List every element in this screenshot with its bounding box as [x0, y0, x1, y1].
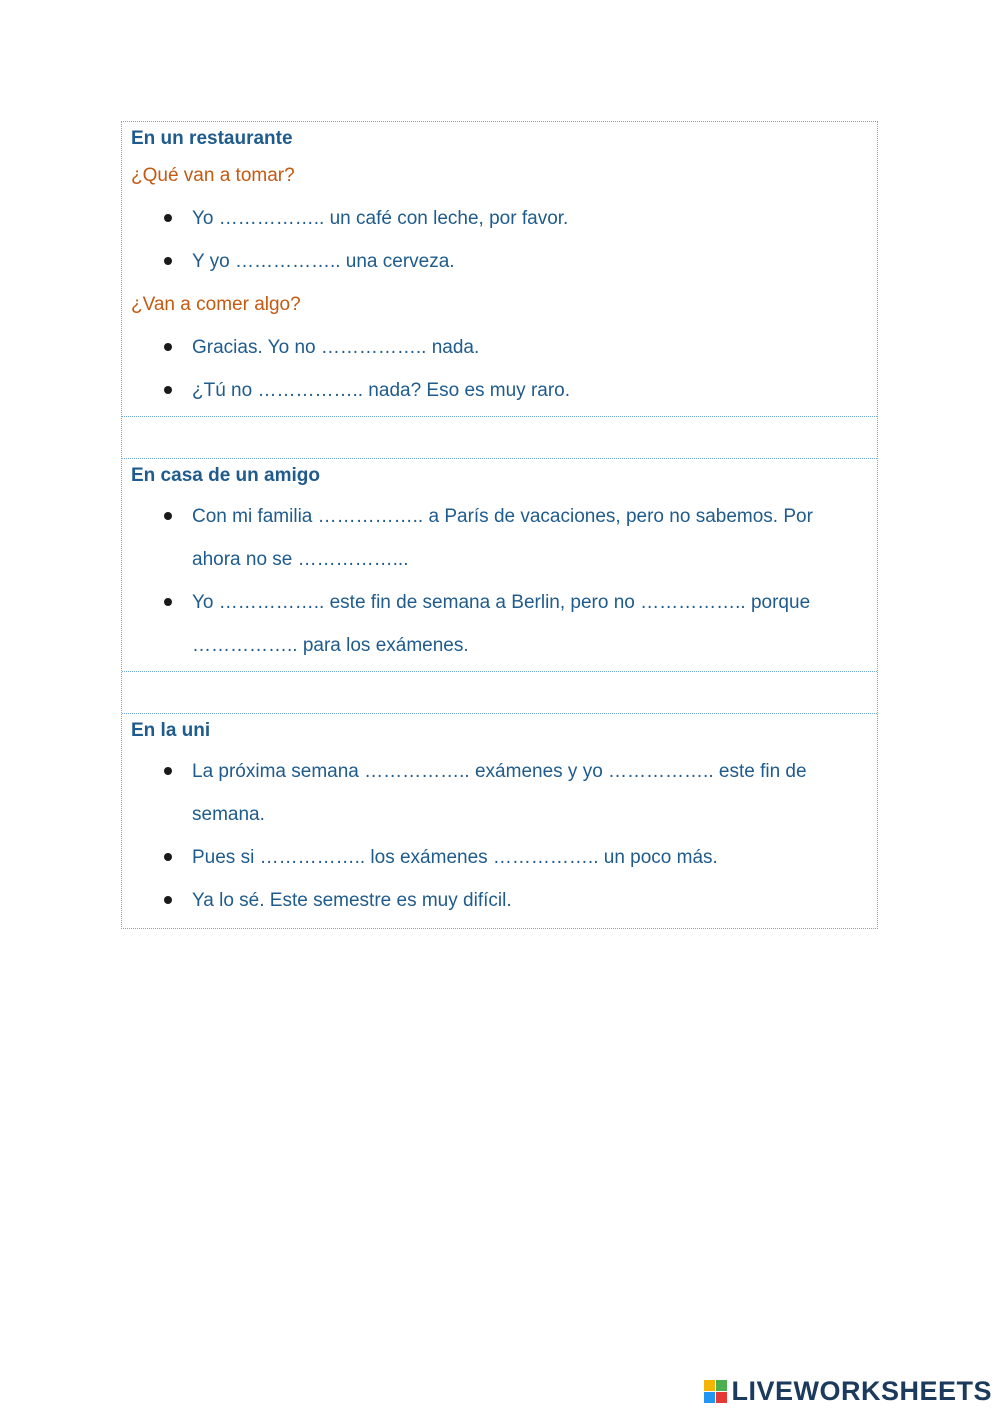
item-text: ¿Tú no …………….. nada? Eso es muy raro.	[192, 380, 571, 401]
item-list	[131, 197, 863, 283]
question: ¿Qué van a tomar?	[131, 164, 295, 186]
bullet-icon	[164, 512, 172, 520]
item-text: Gracias. Yo no …………….. nada.	[192, 337, 480, 358]
list-item	[131, 326, 863, 369]
list-item	[131, 495, 863, 581]
list-item	[131, 836, 863, 879]
list-item	[131, 197, 863, 240]
bullet-icon	[164, 386, 172, 394]
item-text: Ya lo sé. Este semestre es muy difícil.	[192, 890, 512, 911]
empty-row	[122, 671, 877, 714]
item-text-continued: semana.	[192, 804, 265, 825]
list-item	[131, 369, 863, 412]
logo-block	[704, 1380, 715, 1391]
logo-block	[716, 1380, 727, 1391]
item-text-continued: …………….. para los exámenes.	[192, 635, 469, 656]
logo-text: LIVEWORKSHEETS	[731, 1376, 992, 1406]
section-uni	[122, 714, 877, 928]
section-title: En un restaurante	[131, 128, 293, 149]
logo-block	[704, 1392, 715, 1403]
bullet-icon	[164, 767, 172, 775]
section-title: En la uni	[131, 720, 211, 741]
section-casa-amigo	[122, 459, 877, 671]
bullet-icon	[164, 896, 172, 904]
bullet-icon	[164, 343, 172, 351]
item-text: Yo …………….. un café con leche, por favor.	[192, 208, 569, 229]
item-text: Yo …………….. este fin de semana a Berlin, pero no …………….. porque	[192, 592, 811, 613]
item-list	[131, 750, 863, 922]
item-text: Pues si …………….. los exámenes …………….. un poco más.	[192, 847, 718, 868]
list-item	[131, 240, 863, 283]
worksheet-table	[121, 121, 878, 929]
list-item	[131, 750, 863, 836]
liveworksheets-logo	[704, 1376, 992, 1407]
list-item	[131, 581, 863, 667]
bullet-icon	[164, 853, 172, 861]
item-text: La próxima semana …………….. exámenes y yo …………….. este fin de	[192, 761, 807, 782]
list-item	[131, 879, 863, 922]
item-text: Y yo …………….. una cerveza.	[192, 251, 455, 272]
bullet-icon	[164, 214, 172, 222]
item-list	[131, 326, 863, 412]
bullet-icon	[164, 257, 172, 265]
item-list	[131, 495, 863, 667]
logo-blocks-icon	[704, 1380, 727, 1403]
bullet-icon	[164, 598, 172, 606]
item-text: Con mi familia …………….. a París de vacaciones, pero no sabemos. Por	[192, 506, 813, 527]
question: ¿Van a comer algo?	[131, 293, 301, 315]
empty-row	[122, 416, 877, 459]
section-title: En casa de un amigo	[131, 465, 320, 486]
logo-block	[716, 1392, 727, 1403]
item-text-continued: ahora no se ……………...	[192, 549, 409, 570]
section-restaurante	[122, 122, 877, 416]
